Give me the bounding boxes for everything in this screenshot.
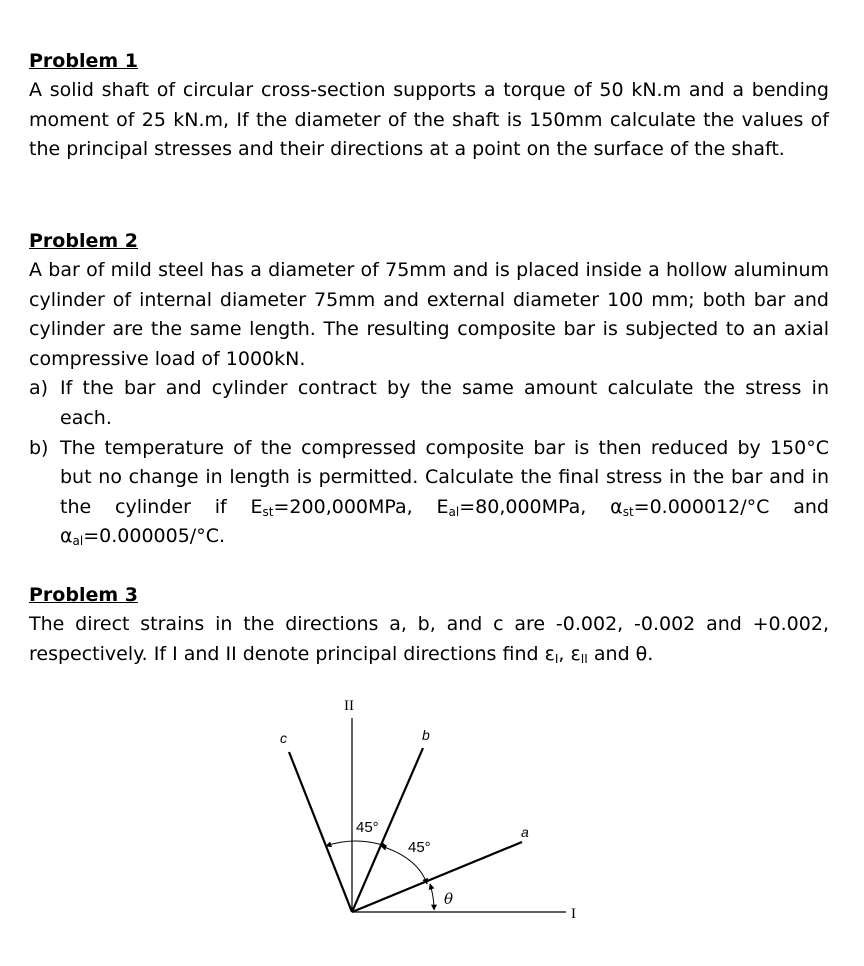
angle-arc-c-b [326,841,386,846]
part-b-text: The temperature of the compressed composite bar is then reduced by 150°C but no change in length is permitted. Calculate the final stress in the bar and in the cylinder if $E_{st}=200,000MPa$, $E_{al}=80,000MPa$, $\alpha_{st}=0.000012/^\circ C$ and $\alpha_{al}=0.000005/^\circ C$. [60,436,829,549]
label-a: a [521,824,529,840]
theta-label: θ [444,890,454,908]
angle-top-label: 45° [356,819,379,836]
label-b: b [422,727,430,743]
problem-2-intro: A bar of mild steel has a diameter of 75mm and is placed inside a hollow aluminum cylinder of internal diameter 75mm and external diameter 100 mm; both bar and cylinder are the same length. The resulting composite bar is subjected to an axial compressive load of 1000kN. [29,259,829,370]
problem-1-heading: Problem 1 [29,50,138,72]
problem-3-text: The direct strains in the directions a, b, and c are -0.002, -0.002 and +0.002, respectively. If I and II denote principal directions find $\varepsilon_I$, $\varepsilon_{II}$ and θ. [29,613,829,666]
part-a-text: If the bar and cylinder contract by the same amount calculate the stress in each. [60,377,829,429]
angle-arc-theta [430,884,434,910]
label-II: II [344,698,354,714]
direction-c-line [289,752,352,912]
problem-1-text: A solid shaft of circular cross-section supports a torque of 50 kN.m and a bending moment of 25 kN.m, If the diameter of the shaft is 150mm calculate the values of the principal stresses and their directions at a point on the surface of the shaft. [29,79,829,161]
problem-3-heading: Problem 3 [29,584,138,606]
part-b-label: b) [29,436,49,459]
label-I: I [571,906,576,922]
part-a-label: a) [29,377,49,400]
problem-2-heading: Problem 2 [29,230,138,252]
label-c: c [280,730,287,746]
angle-mid-label: 45° [408,839,431,856]
